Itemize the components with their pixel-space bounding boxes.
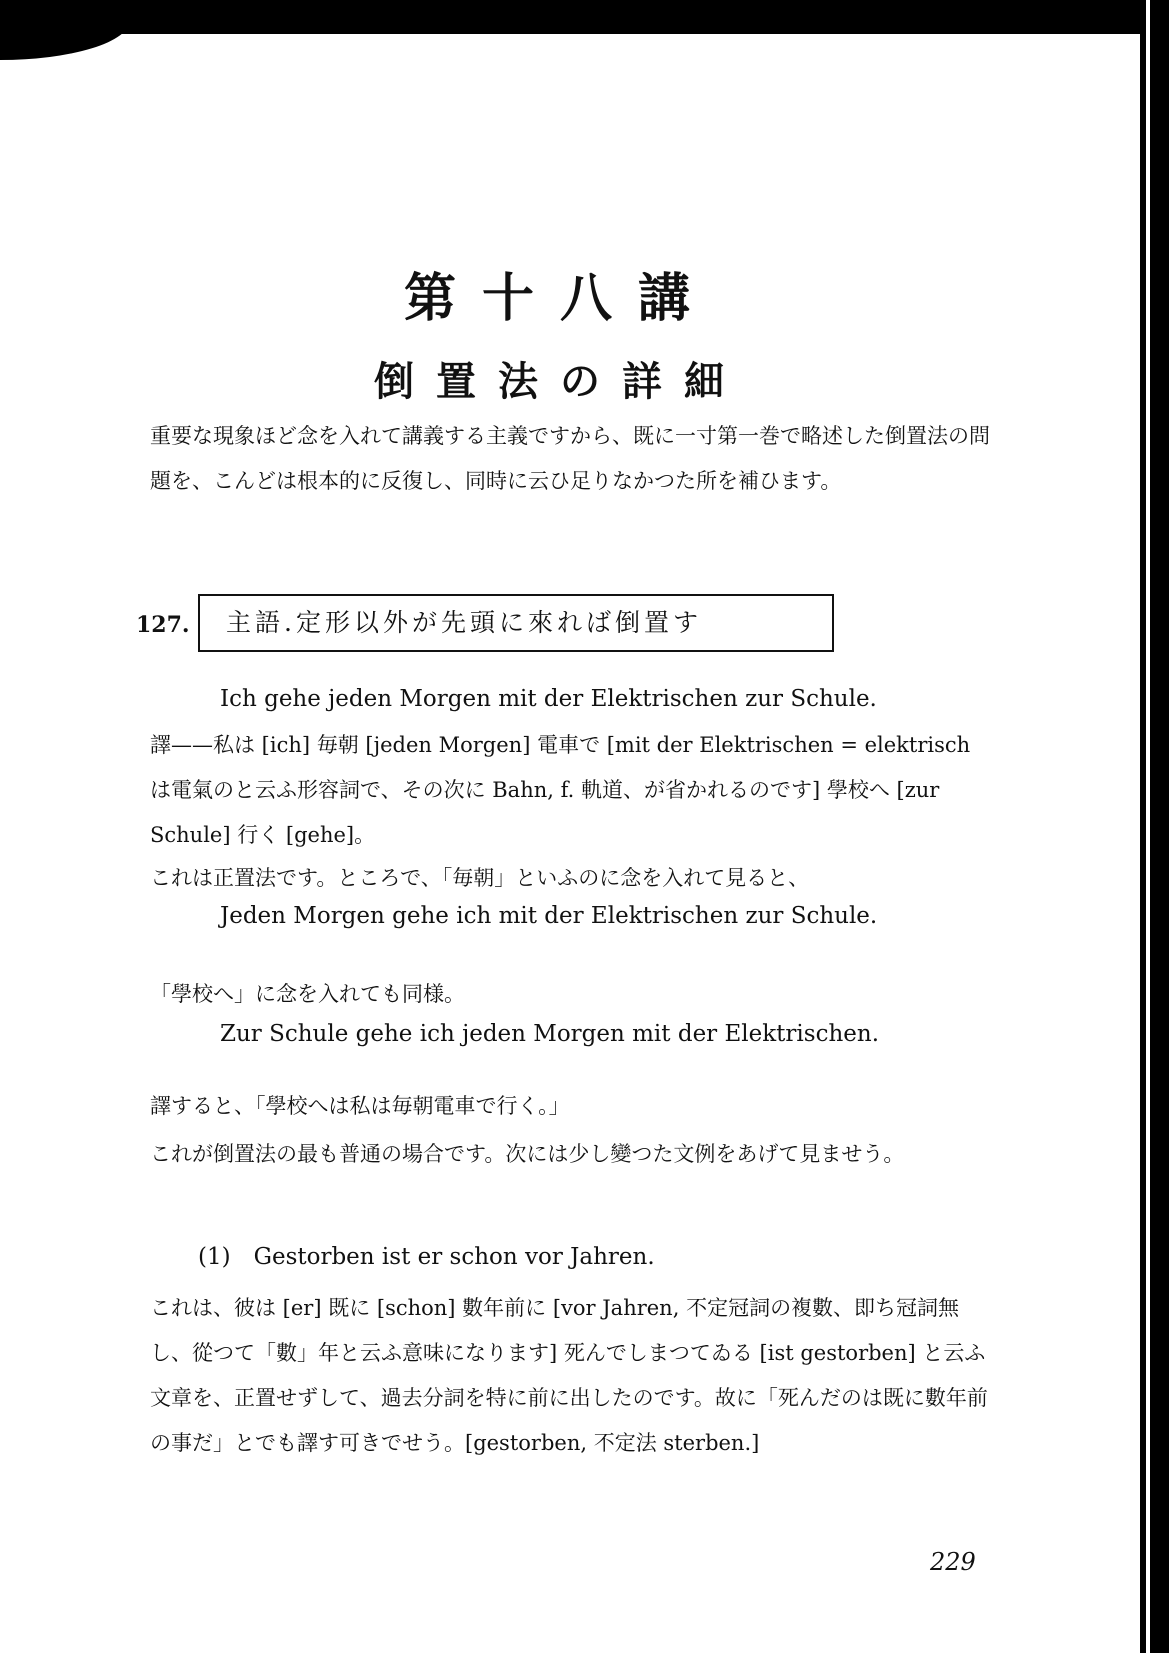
- scan-corner-shadow: [0, 20, 130, 60]
- german-example-2: Jeden Morgen gehe ich mit der Elektrischen zur Schule.: [220, 903, 878, 929]
- paragraph-3: これは、彼は [er] 既に [schon] 數年前に [vor Jahren, 不定冠詞の複數、即ち冠詞無し、從つて「數」年と云ふ意味になります] 死んでしまつてゐる [ist gestorben] と云ふ文章を、正置せずして、過去分詞を特に前に出したのです。故に「死んだのは既に數年前の事だ」とでも譯す可きでせう。[gestorben, 不定法 sterben.]: [150, 1296, 988, 1455]
- note-1: これは正置法です。ところで、「毎朝」といふのに念を入れて見ると、: [150, 866, 810, 890]
- paragraph-2: これが倒置法の最も普通の場合です。次には少し變つた文例をあげて見ませう。: [150, 1142, 905, 1166]
- german-example-1: Ich gehe jeden Morgen mit der Elektrischen zur Schule.: [220, 686, 877, 712]
- chapter-title: 第十八講: [403, 268, 716, 329]
- german-example-3: Zur Schule gehe ich jeden Morgen mit der Elektrischen.: [220, 1021, 880, 1047]
- german-example-4: (1) Gestorben ist er schon vor Jahren.: [198, 1244, 655, 1270]
- scan-top-border: [0, 0, 1169, 34]
- translation-1: 譯——私は [ich] 毎朝 [jeden Morgen] 電車で [mit der Elektrischen = elektrisch は電氣のと云ふ形容詞で、その次に Bahn, f. 軌道、が省かれるのです] 學校へ [zur Schule] 行く [gehe]。: [150, 733, 971, 847]
- chapter-subtitle: 倒置法の詳細: [374, 358, 746, 405]
- page-number: 229: [930, 1548, 976, 1576]
- note-2: 「學校へ」に念を入れても同様。: [150, 982, 465, 1006]
- note-3: 譯すると、「學校へは私は毎朝電車で行く。」: [150, 1094, 570, 1118]
- book-spine-edge-outer: [1150, 0, 1169, 1653]
- section-number: 127.: [136, 612, 190, 638]
- intro-paragraph: 重要な現象ほど念を入れて講義する主義ですから、既に一寸第一巻で略述した倒置法の問題を、こんどは根本的に反復し、同時に云ひ足りなかつた所を補ひます。: [150, 424, 990, 493]
- section-heading-box: 主語.定形以外が先頭に來れば倒置す: [198, 594, 834, 652]
